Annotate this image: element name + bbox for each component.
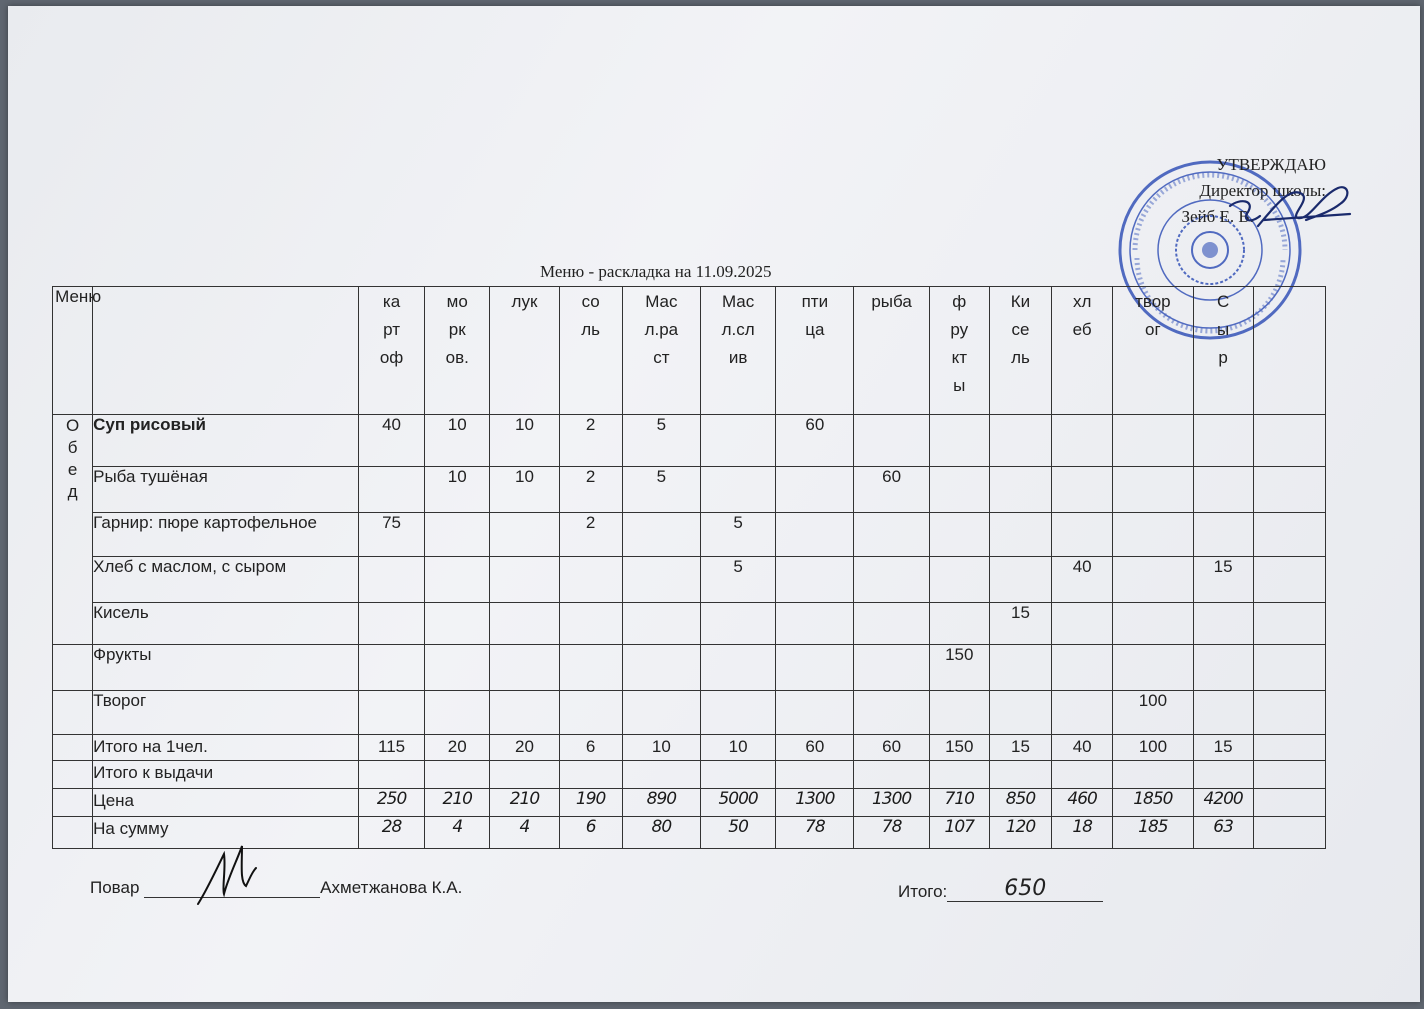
qty-cell: [700, 415, 775, 467]
qty-cell: [700, 603, 775, 645]
header-col-text: ль: [1011, 348, 1030, 367]
blank-cell: [53, 645, 93, 691]
handwritten-value: 78: [854, 817, 929, 849]
header-col-text: л.сл: [721, 320, 755, 339]
qty-cell: [1052, 467, 1113, 513]
header-col-text: ы: [953, 376, 966, 395]
handwritten-value: 78: [776, 817, 854, 849]
qty-cell: [1193, 415, 1253, 467]
qty-cell: [1113, 415, 1193, 467]
qty-cell: 75: [358, 513, 424, 557]
meal-letter: е: [67, 460, 78, 479]
table-row: [53, 557, 1326, 603]
header-col-text: ог: [1145, 320, 1161, 339]
header-col-text: ив: [728, 348, 748, 367]
cook-label: Повар: [90, 878, 140, 897]
qty-cell: [1253, 415, 1325, 467]
handwritten-value: 210: [490, 789, 559, 817]
table-row: [53, 603, 1326, 645]
total-cell: [490, 761, 559, 789]
qty-cell: [1113, 513, 1193, 557]
total-cell: 10: [622, 735, 700, 761]
header-col-text: С: [1216, 292, 1230, 311]
header-col-text: рыба: [871, 292, 912, 311]
qty-cell: [1052, 691, 1113, 735]
header-col-text: хл: [1072, 292, 1092, 311]
header-col-text: со: [581, 292, 600, 311]
total-cell: [929, 761, 989, 789]
qty-cell: [989, 645, 1051, 691]
header-menu: Меню: [93, 287, 359, 415]
qty-cell: [622, 513, 700, 557]
qty-cell: [1052, 415, 1113, 467]
qty-cell: [622, 691, 700, 735]
header-col-text: ка: [382, 292, 401, 311]
handwritten-value: 190: [559, 789, 622, 817]
handwritten-value: 210: [425, 789, 490, 817]
qty-cell: [700, 467, 775, 513]
grand-total-line: [947, 876, 1103, 902]
qty-cell: [1113, 603, 1193, 645]
blank-cell: [53, 691, 93, 735]
totals-row: [53, 761, 1326, 789]
qty-cell: [854, 645, 929, 691]
total-cell: [1113, 761, 1193, 789]
table-row: [53, 645, 1326, 691]
totals-row: [53, 735, 1326, 761]
header-col-0: [358, 287, 424, 415]
header-col-text: л.ра: [644, 320, 679, 339]
header-col-3: [559, 287, 622, 415]
header-col-text: се: [1011, 320, 1030, 339]
handwritten-value: [1253, 789, 1325, 817]
qty-cell: [1253, 513, 1325, 557]
qty-cell: [358, 645, 424, 691]
director-name: Зейб Е. В.: [1181, 207, 1254, 226]
qty-cell: [989, 691, 1051, 735]
grand-total-value: 650: [1004, 876, 1047, 901]
total-cell: 6: [559, 735, 622, 761]
qty-cell: 10: [490, 467, 559, 513]
qty-cell: [1253, 645, 1325, 691]
total-cell: 115: [358, 735, 424, 761]
meal-letter: д: [67, 482, 78, 501]
qty-cell: [425, 557, 490, 603]
qty-cell: [1193, 691, 1253, 735]
handwritten-value: [1253, 817, 1325, 849]
qty-cell: [1052, 645, 1113, 691]
menu-table: [52, 286, 1326, 849]
total-cell: [559, 761, 622, 789]
qty-cell: [929, 513, 989, 557]
qty-cell: [854, 557, 929, 603]
header-col-text: пти: [801, 292, 829, 311]
totals-label: На сумму: [93, 817, 359, 849]
qty-cell: [1193, 645, 1253, 691]
blank-cell: [53, 761, 93, 789]
header-col-text: кт: [951, 348, 967, 367]
qty-cell: [1253, 691, 1325, 735]
qty-cell: [1253, 467, 1325, 513]
handwritten-value: 890: [622, 789, 700, 817]
cook-line: [90, 878, 462, 898]
header-col-text: ф: [952, 292, 967, 311]
qty-cell: 10: [425, 467, 490, 513]
qty-cell: [700, 691, 775, 735]
qty-cell: [854, 691, 929, 735]
handwritten-value: 250: [358, 789, 424, 817]
handwritten-value: 4: [490, 817, 559, 849]
total-cell: 60: [776, 735, 854, 761]
total-cell: 150: [929, 735, 989, 761]
dish-name: Рыба тушёная: [93, 467, 359, 513]
qty-cell: [622, 557, 700, 603]
table-header-row: [53, 287, 1326, 415]
qty-cell: [776, 467, 854, 513]
total-cell: 15: [1193, 735, 1253, 761]
handwritten-value: 18: [1052, 817, 1113, 849]
qty-cell: 5: [700, 557, 775, 603]
qty-cell: [1193, 603, 1253, 645]
qty-cell: [989, 557, 1051, 603]
table-row: [53, 415, 1326, 467]
header-col-text: Мас: [721, 292, 755, 311]
header-col-6: [776, 287, 854, 415]
qty-cell: 15: [1193, 557, 1253, 603]
qty-cell: [358, 603, 424, 645]
qty-cell: [622, 603, 700, 645]
qty-cell: [776, 645, 854, 691]
header-col-text: ст: [653, 348, 670, 367]
total-cell: [1052, 761, 1113, 789]
qty-cell: [776, 557, 854, 603]
qty-cell: [1253, 603, 1325, 645]
total-cell: 15: [989, 735, 1051, 761]
qty-cell: [358, 557, 424, 603]
qty-cell: 60: [776, 415, 854, 467]
handwritten-value: 1300: [776, 789, 854, 817]
director-label: Директор школы:: [1199, 181, 1326, 200]
totals-label: Итого на 1чел.: [93, 735, 359, 761]
qty-cell: [1052, 513, 1113, 557]
qty-cell: 5: [622, 467, 700, 513]
qty-cell: 150: [929, 645, 989, 691]
handwritten-value: 63: [1193, 817, 1253, 849]
qty-cell: [425, 603, 490, 645]
qty-cell: [776, 603, 854, 645]
qty-cell: 60: [854, 467, 929, 513]
totals-label: Цена: [93, 789, 359, 817]
qty-cell: [490, 645, 559, 691]
handwritten-value: 1300: [854, 789, 929, 817]
approve-heading: УТВЕРЖДАЮ: [1216, 155, 1326, 174]
handwritten-value: 4: [425, 817, 490, 849]
qty-cell: [425, 691, 490, 735]
qty-cell: 15: [989, 603, 1051, 645]
total-cell: 60: [854, 735, 929, 761]
qty-cell: [929, 557, 989, 603]
qty-cell: 10: [425, 415, 490, 467]
qty-cell: [1193, 513, 1253, 557]
meal-letter: б: [67, 438, 78, 457]
qty-cell: 40: [1052, 557, 1113, 603]
table-row: [53, 691, 1326, 735]
total-cell: [1253, 735, 1325, 761]
header-col-text: мо: [446, 292, 468, 311]
qty-cell: [1113, 645, 1193, 691]
dish-name: Суп рисовый: [93, 415, 359, 467]
qty-cell: [559, 645, 622, 691]
table-row: [53, 513, 1326, 557]
handwritten-value: 107: [929, 817, 989, 849]
total-cell: [425, 761, 490, 789]
qty-cell: 2: [559, 415, 622, 467]
qty-cell: [490, 513, 559, 557]
qty-cell: [425, 513, 490, 557]
blank-cell: [53, 735, 93, 761]
handwritten-value: 6: [559, 817, 622, 849]
header-col-text: ца: [805, 320, 825, 339]
handwritten-value: 1850: [1113, 789, 1193, 817]
qty-cell: [854, 513, 929, 557]
qty-cell: [490, 603, 559, 645]
qty-cell: [989, 513, 1051, 557]
qty-cell: [622, 645, 700, 691]
totals-row: [53, 789, 1326, 817]
header-col-text: ов.: [445, 348, 469, 367]
header-col-text: твор: [1135, 292, 1171, 311]
qty-cell: 100: [1113, 691, 1193, 735]
total-cell: 100: [1113, 735, 1193, 761]
header-col-text: рт: [383, 320, 400, 339]
header-col-text: ль: [581, 320, 601, 339]
qty-cell: [854, 603, 929, 645]
director-signature: [1220, 176, 1360, 246]
qty-cell: [776, 691, 854, 735]
total-cell: [700, 761, 775, 789]
grand-total: [898, 876, 1103, 902]
header-col-10: [1052, 287, 1113, 415]
table-row: [53, 467, 1326, 513]
handwritten-value: 710: [929, 789, 989, 817]
qty-cell: [929, 467, 989, 513]
qty-cell: [490, 691, 559, 735]
qty-cell: [559, 603, 622, 645]
blank-cell: [53, 789, 93, 817]
header-col-text: рк: [448, 320, 466, 339]
grand-total-label: Итого:: [898, 882, 948, 901]
qty-cell: [1052, 603, 1113, 645]
qty-cell: [1113, 557, 1193, 603]
header-col-1: [425, 287, 490, 415]
dish-name: Гарнир: пюре картофельное: [93, 513, 359, 557]
qty-cell: [490, 557, 559, 603]
header-col-text: Мас: [645, 292, 678, 311]
dish-name: Хлеб с маслом, с сыром: [93, 557, 359, 603]
qty-cell: [989, 415, 1051, 467]
qty-cell: [1193, 467, 1253, 513]
total-cell: 10: [700, 735, 775, 761]
document-title: Меню - раскладка на 11.09.2025: [540, 262, 772, 281]
qty-cell: 5: [622, 415, 700, 467]
header-col-4: [622, 287, 700, 415]
handwritten-value: 850: [989, 789, 1051, 817]
qty-cell: 10: [490, 415, 559, 467]
header-col-text: р: [1218, 348, 1228, 367]
total-cell: [1193, 761, 1253, 789]
qty-cell: [358, 691, 424, 735]
total-cell: [776, 761, 854, 789]
handwritten-value: 4200: [1193, 789, 1253, 817]
handwritten-value: 120: [989, 817, 1051, 849]
dish-name: Кисель: [93, 603, 359, 645]
total-cell: [854, 761, 929, 789]
header-col-7: [854, 287, 929, 415]
meal-label-cell: [53, 415, 93, 645]
handwritten-value: 185: [1113, 817, 1193, 849]
header-col-12: [1193, 287, 1253, 415]
qty-cell: [1253, 557, 1325, 603]
header-col-text: ы: [1216, 320, 1230, 339]
total-cell: 20: [425, 735, 490, 761]
header-col-text: лук: [511, 292, 538, 311]
header-col-text: еб: [1072, 320, 1092, 339]
total-cell: [622, 761, 700, 789]
handwritten-value: 5000: [700, 789, 775, 817]
header-col-text: Ки: [1010, 292, 1031, 311]
qty-cell: 5: [700, 513, 775, 557]
totals-label: Итого к выдачи: [93, 761, 359, 789]
handwritten-value: 460: [1052, 789, 1113, 817]
handwritten-value: 28: [358, 817, 424, 849]
header-col-2: [490, 287, 559, 415]
header-col-8: [929, 287, 989, 415]
meal-letter: О: [65, 416, 80, 435]
total-cell: [1253, 761, 1325, 789]
qty-cell: [559, 557, 622, 603]
handwritten-value: 50: [700, 817, 775, 849]
cook-name: Ахметжанова К.А.: [320, 878, 463, 897]
qty-cell: [1113, 467, 1193, 513]
header-col-9: [989, 287, 1051, 415]
total-cell: 40: [1052, 735, 1113, 761]
header-col-text: [1254, 287, 1325, 289]
cook-signature: [194, 838, 264, 910]
header-col-text: оф: [379, 348, 404, 367]
qty-cell: 40: [358, 415, 424, 467]
qty-cell: [929, 415, 989, 467]
header-col-text: ру: [950, 320, 969, 339]
header-col-13: [1253, 287, 1325, 415]
qty-cell: [929, 603, 989, 645]
total-cell: [989, 761, 1051, 789]
qty-cell: [700, 645, 775, 691]
header-col-11: [1113, 287, 1193, 415]
total-cell: 20: [490, 735, 559, 761]
qty-cell: [559, 691, 622, 735]
dish-name: Творог: [93, 691, 359, 735]
qty-cell: [854, 415, 929, 467]
qty-cell: 2: [559, 467, 622, 513]
qty-cell: [358, 467, 424, 513]
total-cell: [358, 761, 424, 789]
header-col-5: [700, 287, 775, 415]
handwritten-value: 80: [622, 817, 700, 849]
qty-cell: [425, 645, 490, 691]
qty-cell: [989, 467, 1051, 513]
qty-cell: [929, 691, 989, 735]
qty-cell: 2: [559, 513, 622, 557]
blank-cell: [53, 817, 93, 849]
qty-cell: [776, 513, 854, 557]
dish-name: Фрукты: [93, 645, 359, 691]
